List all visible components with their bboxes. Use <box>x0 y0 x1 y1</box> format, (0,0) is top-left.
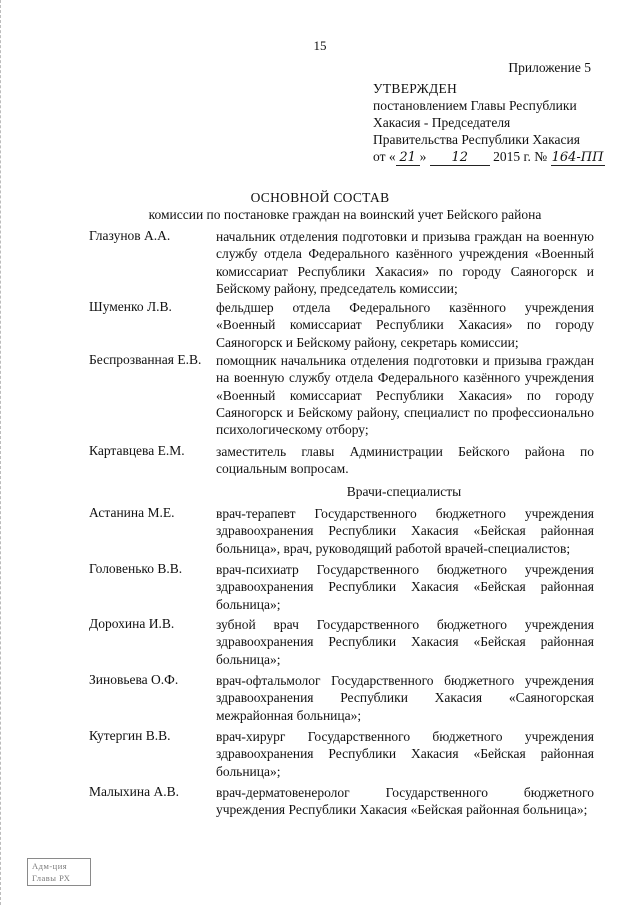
specialist-role: врач-офтальмолог Государственного бюджетного учреждения здравоохранения Республики Хакасия «Саяногорская межрайонная больница»; <box>216 673 594 723</box>
specialist-name: Кутергин В.В. <box>89 728 171 743</box>
handwritten-number: 164-ПП <box>551 150 604 165</box>
appendix-label: Приложение 5 <box>508 60 591 75</box>
approval-date <box>373 148 613 166</box>
composition-title: ОСНОВНОЙ СОСТАВ <box>250 190 390 205</box>
approval-block <box>373 80 613 166</box>
member-role: начальник отделения подготовки и призыва граждан на военную службу отдела Федерального казённого учреждения «Военный комиссариат Республики Хакасия» по городу Саяногорск и Бейскому району, председатель комиссии; <box>216 229 594 296</box>
approval-heading: УТВЕРЖДЕН <box>373 81 458 96</box>
member-role: заместитель главы Администрации Бейского района по социальным вопросам. <box>216 444 594 477</box>
specialists-heading: Врачи-специалисты <box>346 484 462 499</box>
date-year: 2015 г. № <box>493 149 548 164</box>
specialist-role: врач-хирург Государственного бюджетного учреждения здравоохранения Республики Хакасия «Бейская районная больница»; <box>216 729 594 779</box>
specialist-role: врач-психиатр Государственного бюджетного учреждения здравоохранения Республики Хакасия «Бейская районная больница»; <box>216 562 594 612</box>
specialist-name: Астанина М.Е. <box>89 505 175 520</box>
handwritten-month: 12 <box>430 151 490 166</box>
specialist-name: Дорохина И.В. <box>89 616 175 631</box>
specialist-name: Зиновьева О.Ф. <box>89 672 179 687</box>
member-name: Картавцева Е.М. <box>89 443 185 458</box>
approval-line: Правительства Республики Хакасия <box>373 132 580 147</box>
registration-stamp <box>27 858 91 886</box>
specialist-role: врач-терапевт Государственного бюджетного учреждения здравоохранения Республики Хакасия «Бейская районная больница», врач, руководящий работой врачей-специалистов; <box>216 506 594 556</box>
specialist-name: Малыхина А.В. <box>89 784 179 799</box>
approval-line: постановлением Главы Республики <box>373 98 577 113</box>
member-role: помощник начальника отделения подготовки и призыва граждан на военную службу отдела Федерального казённого учреждения «Военный комиссариат Республики Хакасия» по городу Саяногорск и Бейскому району, специалист по профессионально психологическому отбору; <box>216 353 594 438</box>
specialist-role: зубной врач Государственного бюджетного учреждения здравоохранения Республики Хакасия «Бейская районная больница»; <box>216 617 594 667</box>
handwritten-day: 21 <box>396 151 420 166</box>
member-name: Глазунов А.А. <box>89 228 171 243</box>
composition-subtitle: комиссии по постановке граждан на воинский учет Бейского района <box>148 207 542 222</box>
specialist-name: Головенько В.В. <box>89 561 183 576</box>
approval-line: Хакасия - Председателя <box>373 115 511 130</box>
date-prefix: от « <box>373 149 396 164</box>
member-role: фельдшер отдела Федерального казённого учреждения «Военный комиссариат Республики Хакасия» по городу Саяногорск и Бейскому району, секретарь комиссии; <box>216 300 594 350</box>
specialist-role: врач-дерматовенеролог Государственного бюджетного учреждения Республики Хакасия «Бейская районная больница»; <box>216 785 594 818</box>
page-edge-divider <box>0 0 3 905</box>
stamp-line: Главы РХ <box>32 873 71 883</box>
member-name: Беспрозванная Е.В. <box>89 352 202 367</box>
page-number: 15 <box>313 38 327 53</box>
date-quote: » <box>419 149 427 164</box>
member-name: Шуменко Л.В. <box>89 299 172 314</box>
stamp-line: Адм-ция <box>32 861 68 871</box>
